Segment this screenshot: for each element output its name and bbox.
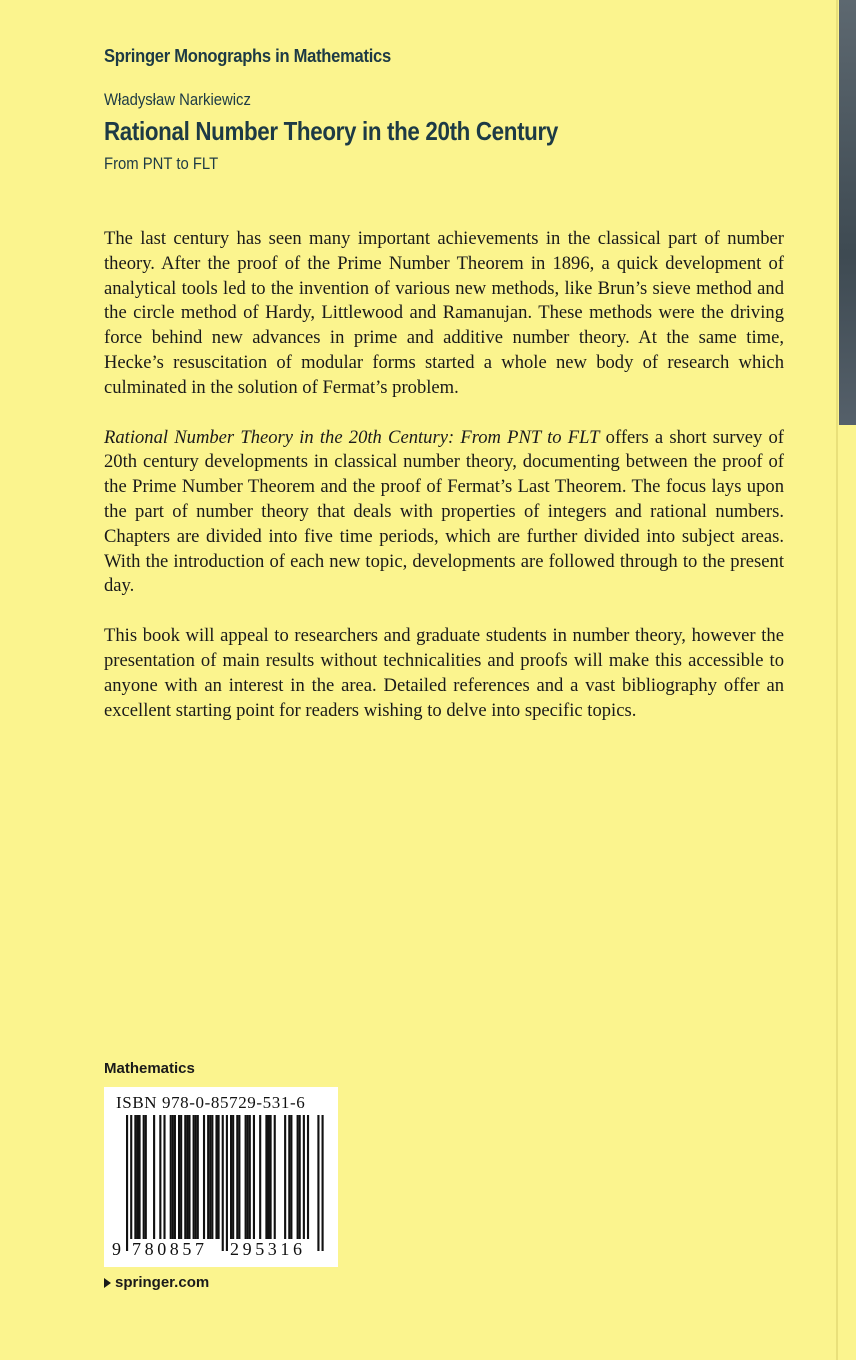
series-name: Springer Monographs in Mathematics [104,46,391,66]
ean-right-group: 295316 [230,1239,306,1259]
spine-edge [836,0,838,1360]
subject-category: Mathematics [104,1060,195,1077]
barcode-bar [290,1115,292,1239]
barcode-bar [259,1115,261,1239]
barcode-bar [238,1115,240,1239]
barcode-bar [203,1115,205,1239]
barcode-bar [180,1115,182,1239]
barcode-bar [159,1115,161,1239]
barcode-bar [236,1115,238,1239]
ean-lead-digit: 9 [112,1239,121,1259]
barcode-bar [222,1115,224,1251]
isbn-barcode [104,1087,338,1267]
barcode-bar [245,1115,247,1239]
blurb-paragraph-2-text: offers a short survey of 20th century developments in classical number theory, documenting between the proof of the Prime Number Theorem and the proof of Fermat’s Last Theorem. The focus lays upon the part of number theory that deals with properties of integers and rational numbers. Chapters are divided into five time periods, which are further divided into subject areas. With the introduction of each new topic, developments are followed through to the present day. [104,426,784,597]
isbn-label: ISBN 978-0-85729-531-6 [116,1093,306,1112]
barcode-bar [195,1115,197,1239]
barcode-bar [218,1115,220,1239]
barcode-bar [274,1115,276,1239]
barcode-bar [211,1115,213,1239]
barcode-bar [126,1115,128,1251]
website-text: springer.com [115,1274,210,1291]
spine-dark-band [839,0,856,425]
barcode-bar [174,1115,176,1239]
blurb-italic-title: Rational Number Theory in the 20th Century: From PNT to FLT [104,426,600,448]
barcode-bar [209,1115,211,1239]
blurb-paragraph-1: The last century has seen many important achievements in the classical part of number theory. After the proof of the Prime Number Theorem in 1896, a quick development of analytical tools led to the invention of various new methods, like Brun’s sieve method and the circle method of Hardy, Littlewood and Ramanujan. These methods were the driving force behind new advances in prime and additive number theory. At the same time, Hecke’s resuscitation of modular forms started a whole new body of research which culminated in the solution of Fermat’s problem. [104,228,784,398]
barcode-bar [145,1115,147,1239]
barcode-bar [226,1115,228,1251]
barcode-bar [230,1115,232,1239]
barcode-bar [138,1115,140,1239]
barcode-bar [130,1115,132,1251]
book-subtitle: From PNT to FLT [104,155,219,173]
publisher-website [104,1274,209,1291]
barcode-bar [288,1115,290,1239]
barcode-bar [284,1115,286,1239]
barcode-bar [193,1115,195,1239]
barcode-bar [249,1115,251,1239]
barcode-bar [232,1115,234,1239]
barcode-bar [267,1115,269,1239]
ean-left-group: 780857 [132,1239,208,1259]
barcode-bar [134,1115,136,1239]
barcode-bar [247,1115,249,1239]
barcode-bar [265,1115,267,1239]
blurb-paragraph-3: This book will appeal to researchers and graduate students in number theory, however the presentation of main results without technicalities and proofs will make this accessible to anyone with an interest in the area. Detailed references and a vast bibliography offer an excellent starting point for readers wishing to delve into specific topics. [104,625,784,721]
barcode-bar [317,1115,319,1251]
barcode-bar [197,1115,199,1239]
barcode-bar [153,1115,155,1239]
barcode-bar [307,1115,309,1239]
barcode-bar [207,1115,209,1239]
barcode-bar [178,1115,180,1239]
barcode-bar [170,1115,172,1239]
barcode-bar [303,1115,305,1239]
author-name: Władysław Narkiewicz [104,91,251,109]
barcode-bar [172,1115,174,1239]
barcode-bar [184,1115,186,1239]
arrow-right-icon [104,1278,111,1288]
barcode-bars [114,1115,332,1251]
barcode-bar [163,1115,165,1239]
barcode-bar [322,1115,324,1251]
blurb [104,227,784,748]
barcode-bar [215,1115,217,1239]
barcode-bar [253,1115,255,1239]
barcode-bar [188,1115,190,1239]
book-title: Rational Number Theory in the 20th Century [104,116,558,146]
barcode-bar [299,1115,301,1239]
barcode-bar [186,1115,188,1239]
barcode-bar [143,1115,145,1239]
blurb-paragraph-2 [104,426,784,600]
barcode-bar [270,1115,272,1239]
barcode-bar [297,1115,299,1239]
barcode-bar [136,1115,138,1239]
